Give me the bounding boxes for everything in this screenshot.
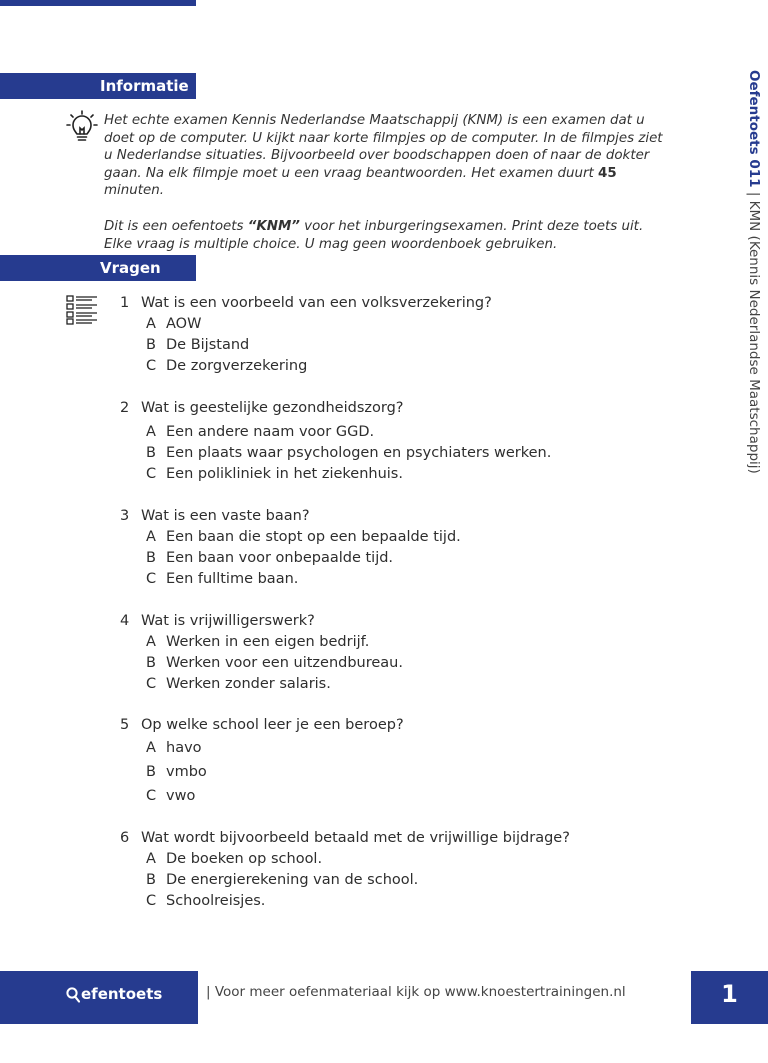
side-title-strong: Oefentoets 011 [746, 70, 762, 188]
answer-option [120, 356, 492, 377]
intro-p1-end: minuten. [104, 183, 164, 199]
answer-option [120, 736, 404, 760]
option-text: De boeken op school. [166, 851, 323, 867]
question-number: 5 [120, 717, 130, 733]
option-text: Werken zonder salaris. [166, 676, 331, 692]
option-text: De Bijstand [166, 337, 250, 353]
option-text: Een polikliniek in het ziekenhuis. [166, 466, 403, 482]
option-text: Schoolreisjes. [166, 893, 266, 909]
question-6 [120, 828, 570, 912]
option-letter: B [146, 445, 156, 461]
section-header-informatie: Informatie [0, 73, 196, 99]
answer-option [120, 784, 404, 808]
answer-option [120, 653, 403, 674]
option-letter: A [146, 851, 156, 867]
option-letter: B [146, 337, 156, 353]
answer-option [120, 632, 403, 653]
option-text: De energierekening van de school. [166, 872, 419, 888]
option-letter: B [146, 872, 156, 888]
question-text: Wat is een vaste baan? [141, 508, 310, 524]
answer-option [120, 443, 551, 464]
footer-text: | Voor meer oefenmateriaal kijk op www.knoestertrainingen.nl [206, 984, 626, 1000]
option-letter: A [146, 424, 156, 440]
magnifier-icon [66, 987, 80, 1003]
option-letter: A [146, 529, 156, 545]
intro-paragraph-2 [104, 218, 674, 253]
option-text: Een andere naam voor GGD. [166, 424, 375, 440]
option-text: Een baan die stopt op een bepaalde tijd. [166, 529, 461, 545]
answer-option [120, 464, 551, 485]
answer-option [120, 870, 570, 891]
option-letter: A [146, 634, 156, 650]
option-letter: B [146, 764, 156, 780]
question-5 [120, 715, 404, 808]
option-text: De zorgverzekering [166, 358, 308, 374]
intro-p2-text: Dit is een oefentoets [104, 218, 248, 234]
answer-option [120, 674, 403, 695]
option-letter: C [146, 788, 157, 804]
option-letter: A [146, 316, 156, 332]
answer-option [120, 335, 492, 356]
side-running-title [742, 70, 762, 474]
option-text: Een baan voor onbepaalde tijd. [166, 550, 394, 566]
question-number: 2 [120, 400, 130, 416]
question-text: Wat is een voorbeeld van een volksverzekering? [141, 295, 492, 311]
question-2 [120, 398, 551, 485]
option-letter: B [146, 655, 156, 671]
question-number: 1 [120, 295, 130, 311]
answer-option [120, 760, 404, 784]
answer-option [120, 891, 570, 912]
footer-brand [0, 971, 198, 1049]
question-text: Wat wordt bijvoorbeeld betaald met de vrijwillige bijdrage? [141, 830, 570, 846]
answer-option [120, 314, 492, 335]
option-text: Werken in een eigen bedrijf. [166, 634, 370, 650]
question-number: 6 [120, 830, 130, 846]
answer-option [120, 527, 461, 548]
option-letter: C [146, 571, 157, 587]
option-letter: C [146, 893, 157, 909]
question-text: Op welke school leer je een beroep? [141, 717, 404, 733]
question-1 [120, 293, 492, 377]
question-3 [120, 506, 461, 590]
checklist-icon [66, 295, 98, 325]
answer-option [120, 569, 461, 590]
answer-option [120, 849, 570, 870]
option-text: Een plaats waar psychologen en psychiaters werken. [166, 445, 552, 461]
answer-option [120, 422, 551, 443]
option-letter: C [146, 676, 157, 692]
option-text: Werken voor een uitzendbureau. [166, 655, 403, 671]
question-4 [120, 611, 403, 695]
footer-brand-text: efentoets 011 [66, 985, 163, 1049]
option-text: AOW [166, 316, 202, 332]
option-text: vwo [166, 788, 196, 804]
question-text: Wat is geestelijke gezondheidszorg? [141, 400, 404, 416]
lightbulb-icon [66, 110, 98, 144]
question-number: 3 [120, 508, 130, 524]
intro-text [104, 112, 674, 271]
intro-p1-text: Het echte examen Kennis Nederlandse Maatschappij (KNM) is een examen dat u doet op de computer. U kijkt naar korte filmpjes op de computer. In de filmpjes ziet u Nederlandse situaties. Bijvoorbeeld over boodschappen doen of naar de dokter gaan. Na elk filmpje moet u een vraag beantwoorden. Het examen duurt [104, 113, 663, 181]
question-text: Wat is vrijwilligerswerk? [141, 613, 315, 629]
option-text: vmbo [166, 764, 207, 780]
top-accent-bar [0, 0, 196, 6]
knm-label: “KNM” [247, 218, 300, 234]
option-letter: C [146, 466, 157, 482]
section-header-vragen: Vragen [0, 255, 196, 281]
intro-p2-end: voor het inburgeringsexamen. Print deze toets uit. Elke vraag is multiple choice. U mag geen woordenboek gebruiken. [104, 218, 644, 252]
intro-paragraph-1 [104, 112, 674, 200]
option-letter: B [146, 550, 156, 566]
question-number: 4 [120, 613, 130, 629]
option-text: havo [166, 740, 202, 756]
option-text: Een fulltime baan. [166, 571, 299, 587]
option-letter: A [146, 740, 156, 756]
option-letter: C [146, 358, 157, 374]
side-title-rest: | KMN (Kennis Nederlandse Maatschappij) [746, 187, 762, 474]
page-number: 1 [691, 971, 768, 1024]
answer-option [120, 548, 461, 569]
exam-duration: 45 [598, 165, 617, 181]
